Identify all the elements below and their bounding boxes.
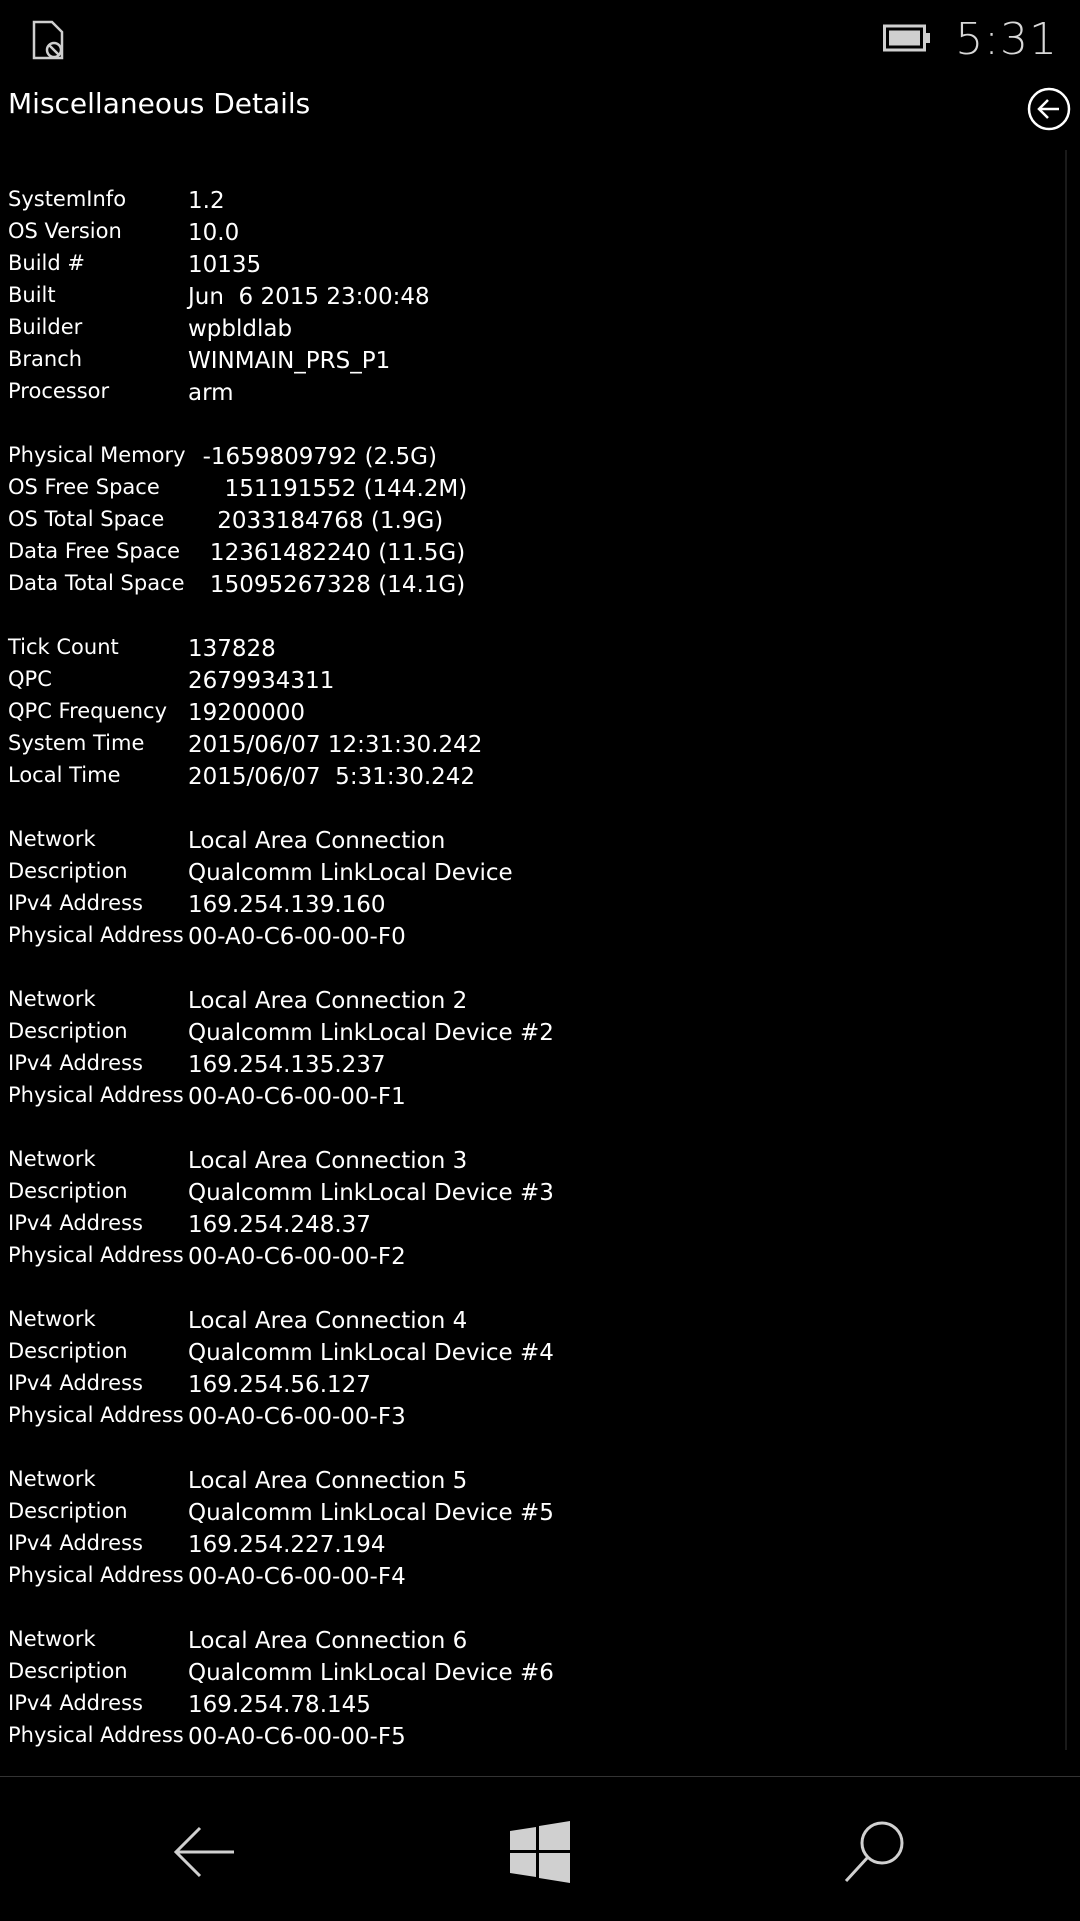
detail-label: IPv4 Address [8, 1531, 143, 1555]
detail-value: Local Area Connection 6 [188, 1628, 468, 1654]
detail-value: 137828 [188, 636, 276, 662]
detail-row [8, 887, 1068, 919]
detail-label: Network [8, 1627, 96, 1651]
status-clock: 5:31 [955, 14, 1058, 65]
scrollbar[interactable] [1065, 150, 1067, 1750]
detail-label: Description [8, 1339, 128, 1363]
detail-label: Network [8, 1467, 96, 1491]
detail-value: Local Area Connection 5 [188, 1468, 468, 1494]
detail-value: 1.2 [188, 188, 225, 214]
detail-value: Local Area Connection 3 [188, 1148, 468, 1174]
detail-label: Builder [8, 315, 83, 339]
windows-logo-icon [500, 1817, 580, 1887]
detail-value: Qualcomm LinkLocal Device #3 [188, 1180, 554, 1206]
detail-label: OS Version [8, 219, 122, 243]
detail-row [8, 535, 1068, 567]
detail-row [8, 1079, 1068, 1111]
detail-row [8, 439, 1068, 471]
detail-value: Local Area Connection 4 [188, 1308, 468, 1334]
detail-row [8, 855, 1068, 887]
detail-row [8, 247, 1068, 279]
detail-row [8, 375, 1068, 407]
detail-row [8, 983, 1068, 1015]
detail-value: 00-A0-C6-00-00-F3 [188, 1404, 406, 1430]
sim-card-no-service-icon [30, 20, 66, 60]
back-arrow-icon [164, 1817, 244, 1887]
detail-label: Description [8, 1179, 128, 1203]
detail-value: 00-A0-C6-00-00-F4 [188, 1564, 406, 1590]
detail-label: Physical Address [8, 1723, 184, 1747]
detail-value: -1659809792 (2.5G) [188, 444, 437, 470]
detail-label: Network [8, 1147, 96, 1171]
detail-row [8, 631, 1068, 663]
page-title: Miscellaneous Details [8, 87, 311, 120]
detail-row [8, 1559, 1068, 1591]
detail-label: Physical Memory [8, 443, 186, 467]
detail-value: Local Area Connection [188, 828, 446, 854]
detail-value: Qualcomm LinkLocal Device #4 [188, 1340, 554, 1366]
detail-value: Qualcomm LinkLocal Device #2 [188, 1020, 554, 1046]
detail-value: 15095267328 (14.1G) [188, 572, 466, 598]
detail-row [8, 727, 1068, 759]
detail-value: 19200000 [188, 700, 306, 726]
detail-row [8, 823, 1068, 855]
detail-row [8, 1655, 1068, 1687]
detail-label: IPv4 Address [8, 1211, 143, 1235]
detail-value: 2015/06/07 5:31:30.242 [188, 764, 476, 790]
detail-label: Physical Address [8, 1083, 184, 1107]
detail-row [8, 919, 1068, 951]
detail-label: Physical Address [8, 1563, 184, 1587]
detail-row [8, 567, 1068, 599]
detail-label: Data Free Space [8, 539, 181, 563]
detail-row [8, 1687, 1068, 1719]
detail-label: Physical Address [8, 1243, 184, 1267]
battery-icon [883, 24, 931, 52]
detail-row [8, 1623, 1068, 1655]
detail-value: 169.254.139.160 [188, 892, 386, 918]
detail-row [8, 1335, 1068, 1367]
detail-row [8, 1143, 1068, 1175]
detail-value: 00-A0-C6-00-00-F0 [188, 924, 406, 950]
detail-label: IPv4 Address [8, 1371, 143, 1395]
detail-row [8, 1527, 1068, 1559]
detail-value: Qualcomm LinkLocal Device #5 [188, 1500, 554, 1526]
detail-row [8, 1399, 1068, 1431]
detail-label: OS Total Space [8, 507, 165, 531]
detail-value: arm [188, 380, 234, 406]
nav-start-button[interactable] [500, 1817, 580, 1887]
detail-row [8, 695, 1068, 727]
detail-row [8, 215, 1068, 247]
detail-row [8, 1207, 1068, 1239]
detail-label: Build # [8, 251, 85, 275]
detail-value: Qualcomm LinkLocal Device [188, 860, 513, 886]
detail-row [8, 1367, 1068, 1399]
detail-value: 169.254.135.237 [188, 1052, 386, 1078]
detail-label: IPv4 Address [8, 1691, 143, 1715]
detail-value: 169.254.56.127 [188, 1372, 371, 1398]
detail-label: IPv4 Address [8, 891, 143, 915]
detail-value: 2033184768 (1.9G) [188, 508, 444, 534]
detail-label: Description [8, 1659, 128, 1683]
detail-label: Physical Address [8, 923, 184, 947]
detail-value: 2015/06/07 12:31:30.242 [188, 732, 483, 758]
detail-label: System Time [8, 731, 145, 755]
back-circle-icon[interactable] [1027, 87, 1071, 131]
detail-row [8, 471, 1068, 503]
detail-value: 2679934311 [188, 668, 335, 694]
detail-value: 00-A0-C6-00-00-F5 [188, 1724, 406, 1750]
detail-row [8, 1015, 1068, 1047]
detail-row [8, 343, 1068, 375]
detail-label: Tick Count [8, 635, 119, 659]
detail-label: OS Free Space [8, 475, 160, 499]
detail-label: Built [8, 283, 56, 307]
detail-label: IPv4 Address [8, 1051, 143, 1075]
search-icon [836, 1817, 916, 1887]
detail-label: Physical Address [8, 1403, 184, 1427]
detail-value: 151191552 (144.2M) [188, 476, 468, 502]
detail-label: SystemInfo [8, 187, 127, 211]
details-list [8, 183, 1068, 1763]
detail-value: 10135 [188, 252, 262, 278]
detail-row [8, 1047, 1068, 1079]
detail-label: Description [8, 1019, 128, 1043]
detail-row [8, 1719, 1068, 1751]
navigation-bar [0, 1776, 1080, 1921]
detail-label: QPC Frequency [8, 699, 168, 723]
detail-value: wpbldlab [188, 316, 293, 342]
detail-label: Description [8, 1499, 128, 1523]
detail-row [8, 503, 1068, 535]
detail-value: 00-A0-C6-00-00-F1 [188, 1084, 406, 1110]
detail-value: Qualcomm LinkLocal Device #6 [188, 1660, 554, 1686]
detail-label: Branch [8, 347, 83, 371]
detail-value: Jun 6 2015 23:00:48 [188, 284, 430, 310]
detail-row [8, 1239, 1068, 1271]
detail-label: QPC [8, 667, 52, 691]
detail-label: Local Time [8, 763, 121, 787]
detail-value: 10.0 [188, 220, 240, 246]
detail-row [8, 1175, 1068, 1207]
nav-back-button[interactable] [164, 1817, 244, 1887]
detail-row [8, 663, 1068, 695]
detail-row [8, 1495, 1068, 1527]
detail-row [8, 183, 1068, 215]
detail-label: Network [8, 827, 96, 851]
detail-label: Description [8, 859, 128, 883]
detail-label: Network [8, 1307, 96, 1331]
detail-label: Network [8, 987, 96, 1011]
detail-row [8, 279, 1068, 311]
detail-value: Local Area Connection 2 [188, 988, 468, 1014]
detail-value: WINMAIN_PRS_P1 [188, 348, 391, 374]
detail-value: 00-A0-C6-00-00-F2 [188, 1244, 406, 1270]
detail-value: 169.254.227.194 [188, 1532, 386, 1558]
detail-row [8, 311, 1068, 343]
detail-row [8, 759, 1068, 791]
nav-search-button[interactable] [836, 1817, 916, 1887]
detail-value: 169.254.248.37 [188, 1212, 371, 1238]
detail-value: 169.254.78.145 [188, 1692, 371, 1718]
status-bar [0, 0, 1080, 80]
detail-label: Processor [8, 379, 110, 403]
detail-row [8, 1463, 1068, 1495]
detail-value: 12361482240 (11.5G) [188, 540, 466, 566]
detail-label: Data Total Space [8, 571, 185, 595]
detail-row [8, 1303, 1068, 1335]
